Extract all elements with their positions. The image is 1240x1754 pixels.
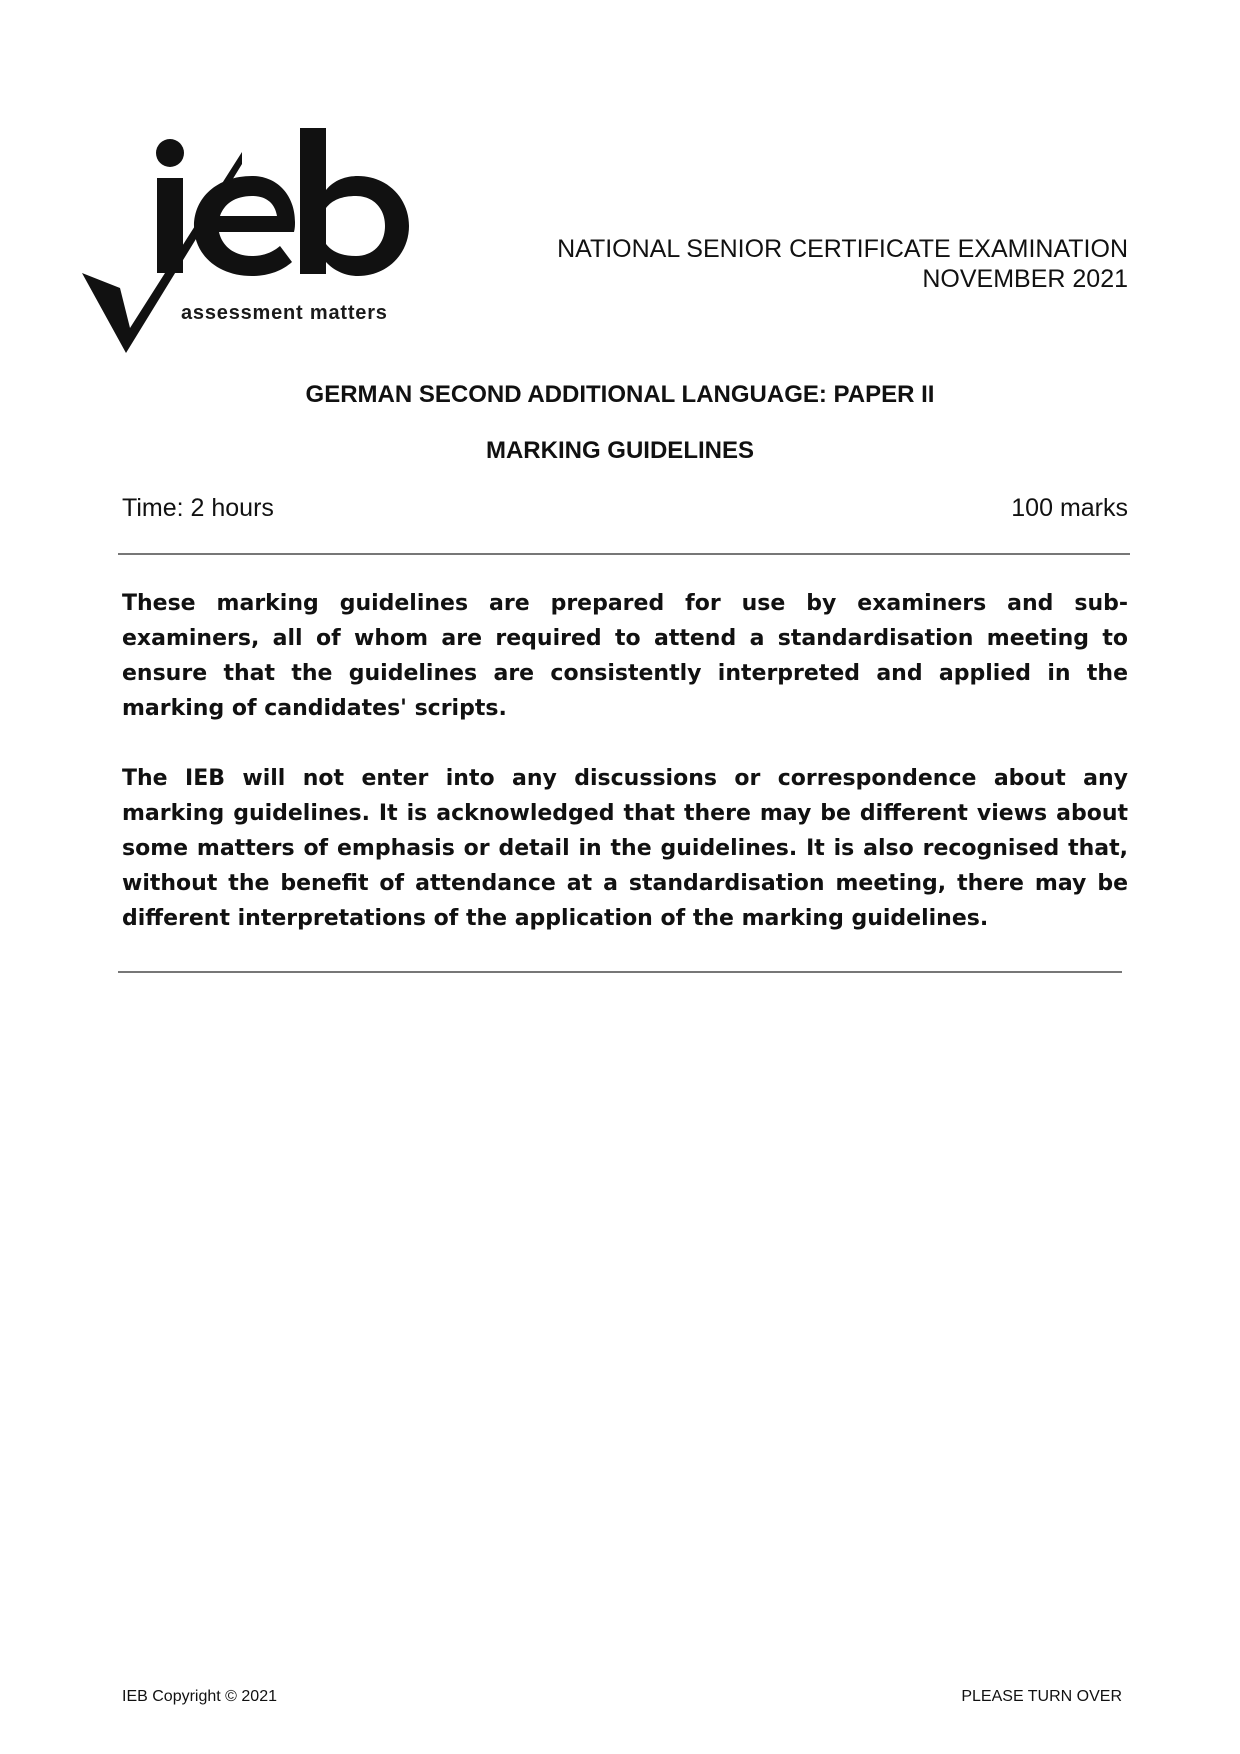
ieb-logo-graphic (82, 128, 442, 368)
exam-date: NOVEMBER 2021 (922, 265, 1128, 293)
intro-paragraph: These marking guidelines are prepared for use by examiners and sub-examiners, all of whom are required to attend a standardisation meeting to ensure that the guidelines are consistently interpreted and applied in the marking of candidates' scripts. (122, 591, 1128, 721)
turn-over-notice: PLEASE TURN OVER (961, 1688, 1122, 1705)
logo-tagline: assessment matters (181, 302, 388, 324)
exam-header (557, 234, 1128, 294)
paper-title: GERMAN SECOND ADDITIONAL LANGUAGE: PAPER II (305, 381, 935, 408)
time-allowed: Time: 2 hours (122, 494, 274, 522)
ieb-logo (82, 128, 442, 368)
copyright-notice: IEB Copyright © 2021 (122, 1688, 277, 1705)
divider-top (118, 553, 1130, 555)
divider-bottom (118, 971, 1122, 973)
disclaimer-paragraph: The IEB will not enter into any discussions or correspondence about any marking guidelines. It is acknowledged that there may be different views about some matters of emphasis or detail in the guidelines. It is also recognised that, without the benefit of attendance at a standardisation meeting, there may be different interpretations of the application of the marking guidelines. (122, 766, 1128, 931)
total-marks: 100 marks (1011, 494, 1128, 522)
exam-title: NATIONAL SENIOR CERTIFICATE EXAMINATION (557, 235, 1128, 263)
document-subtitle: MARKING GUIDELINES (485, 437, 754, 464)
